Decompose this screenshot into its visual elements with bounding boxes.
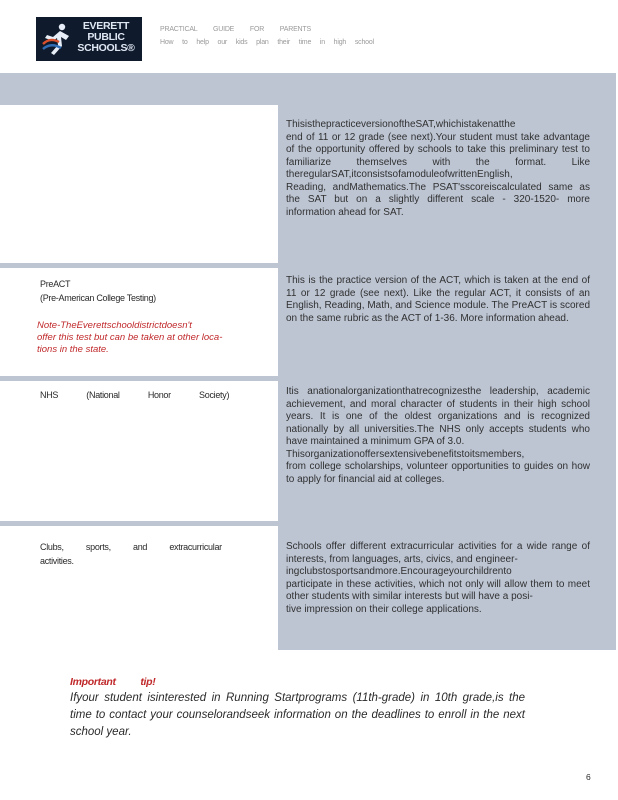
preact-note: Note-TheEverettschooldistrictdoesn't offer this test but can be taken at other loca- tions in the state. <box>37 320 223 355</box>
tip-body: Ifyour student isinterested in Running Startprograms (11th-grade) in 10th grade,is the time to contact your counselorandseek information on the deadlines to enroll in the next school year. <box>70 692 525 738</box>
table-row-description <box>278 381 616 521</box>
table-row-description <box>278 526 616 650</box>
logo-wordmark: EVERETT PUBLIC SCHOOLS® <box>77 20 135 54</box>
header-subtitle: How to help our kids plan their time in high school <box>160 39 374 46</box>
table-header-band <box>0 73 616 105</box>
preact-description: This is the practice version of the ACT, which is taken at the end of 11 or 12 grade (see next). Like the regular ACT, it consists of an English, Reading, Math, and Science module. The PreACT is scored on the same rubric as the ACT of 1-36. More information ahead. <box>286 275 590 324</box>
nhs-description: Itis anationalorganizationthatrecognizesthe leadership, academic achievement, and moral character of students in their high school years. It is one of the oldest organizations and is recognized nationally by all universities.The NHS only accepts students who have maintained a minimum GPA of 3.0. Thisorganizationoffersextensivebenefitstoitsmembers, from college scholarships, volunteer opportunities to guides on how to apply for financial aid at colleges. <box>286 386 590 485</box>
table-row-description <box>278 268 616 376</box>
page-number: 6 <box>586 772 591 782</box>
clubs-description: Schools offer different extracurricular activities for a wide range of interests, from languages, arts, civics, and engineer- ingclubstosportsandmore.Encourageyourchildrento participate in these activities, which not only will allow them to meet other students with similar interests but will have a posi- tive impression on their college applications. <box>286 541 590 615</box>
table-row-description <box>278 105 616 263</box>
preact-label: PreACT (Pre-American College Testing) <box>40 279 156 303</box>
clubs-label: Clubs, sports, and extracurricular activities. <box>40 542 222 566</box>
runner-figure-icon <box>41 22 71 56</box>
psat-description: ThisisthepracticeversionoftheSAT,whichistakenatthe end of 11 or 12 grade (see next).Your student must take advantage of the opportunity offered by schools to take this preliminary test to familiarize themselves with the format. Like theregularSAT,itconsistsofamoduleofwrittenEnglish, Reading, andMathematics.The PSAT'sscoreiscalculated same as the SAT but on a slightly different scale - 320-1520- more information ahead for SAT. <box>286 119 590 218</box>
everett-public-schools-logo <box>36 17 142 61</box>
nhs-label: NHS (National Honor Society) <box>40 390 230 400</box>
tip-title: Important tip! <box>70 676 156 688</box>
header-title: PRACTICAL GUIDE FOR PARENTS <box>160 26 311 33</box>
